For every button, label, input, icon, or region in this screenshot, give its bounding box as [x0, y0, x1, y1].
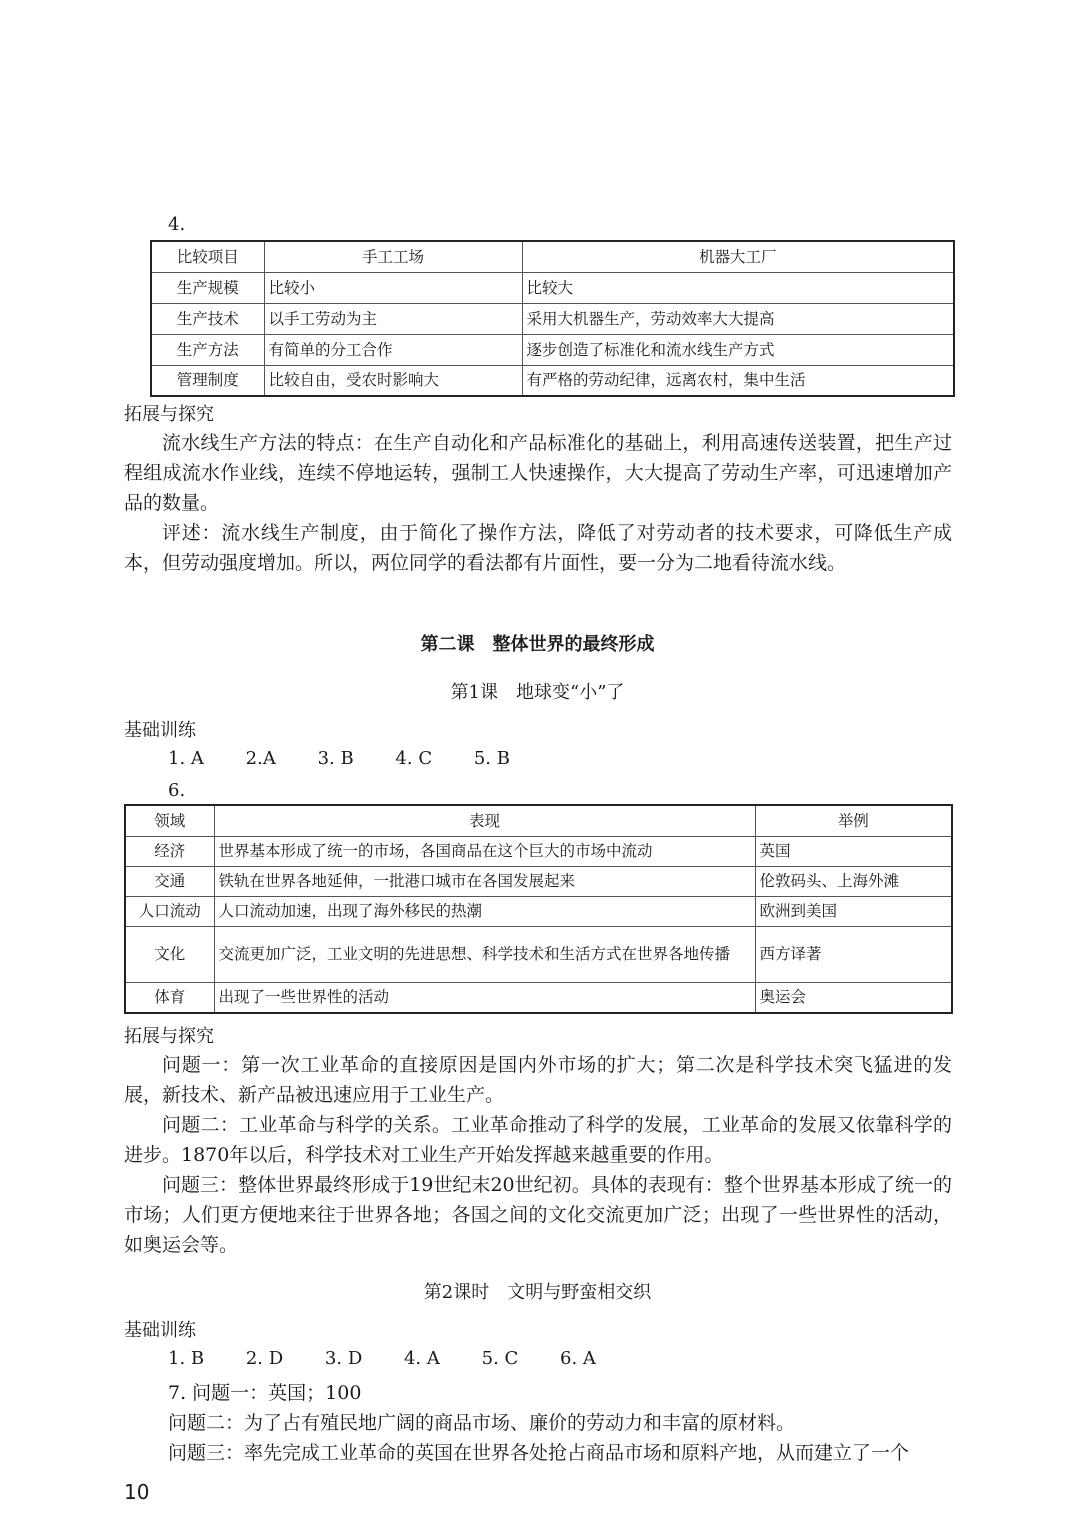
mcq-answer: 6. A — [560, 1348, 596, 1369]
table-row — [151, 272, 954, 303]
mcq-answer: 2. D — [245, 1348, 284, 1369]
table-cell: 经济 — [125, 836, 214, 866]
mcq-answer: 1. B — [168, 1348, 205, 1369]
table-cell: 世界基本形成了统一的市场，各国商品在这个巨大的市场中流动 — [214, 836, 755, 866]
table-cell: 以手工劳动为主 — [264, 303, 522, 334]
mcq-answer: 1. A — [168, 748, 204, 769]
mcq-answer: 4. C — [395, 748, 433, 769]
table-row — [151, 334, 954, 365]
table-header: 表现 — [214, 805, 755, 836]
table-cell: 文化 — [125, 926, 214, 982]
table-row — [151, 365, 954, 396]
table-cell: 出现了一些世界性的活动 — [214, 982, 755, 1013]
mcq-answers — [168, 748, 546, 769]
sub-lesson-title: 第1课 地球变“小”了 — [450, 682, 625, 703]
paragraph: 评述：流水线生产制度，由于简化了操作方法，降低了对劳动者的技术要求，可降低生产成本，但劳动强度增加。所以，两位同学的看法都有片面性，要一分为二地看待流水线。 — [124, 522, 952, 574]
paragraph: 问题二：工业革命与科学的关系。工业革命推动了科学的发展，工业革命的发展又依靠科学的进步。1870年以后，科学技术对工业生产开始发挥越来越重要的作用。 — [124, 1114, 952, 1166]
answer-line: 问题二：为了占有殖民地广阔的商品市场、廉价的劳动力和丰富的原材料。 — [168, 1412, 796, 1434]
explore-section-1 — [124, 428, 952, 578]
table-cell: 奥运会 — [755, 982, 952, 1013]
paragraph: 问题一：第一次工业革命的直接原因是国内外市场的扩大；第二次是科学技术突飞猛进的发展，新技术、新产品被迅速应用于工业生产。 — [124, 1054, 952, 1106]
table-header: 手工工场 — [264, 241, 522, 272]
table-cell: 生产规模 — [151, 272, 264, 303]
table-header: 举例 — [755, 805, 952, 836]
table-cell: 人口流动 — [125, 896, 214, 926]
world-formation-table — [124, 804, 953, 1014]
table-cell: 体育 — [125, 982, 214, 1013]
table-cell: 西方译著 — [755, 926, 952, 982]
table-row — [151, 303, 954, 334]
table-cell: 比较小 — [264, 272, 522, 303]
table-header: 领域 — [125, 805, 214, 836]
table-cell: 人口流动加速，出现了海外移民的热潮 — [214, 896, 755, 926]
table-cell: 伦敦码头、上海外滩 — [755, 866, 952, 896]
table-cell: 比较大 — [522, 272, 954, 303]
explore-heading-2: 拓展与探究 — [124, 1026, 214, 1047]
mcq-answer: 5. C — [481, 1348, 519, 1369]
table-cell: 生产方法 — [151, 334, 264, 365]
table-cell: 有严格的劳动纪律，远离农村，集中生活 — [522, 365, 954, 396]
table-cell: 交流更加广泛，工业文明的先进思想、科学技术和生活方式在世界各地传播 — [214, 926, 755, 982]
comparison-table — [150, 240, 955, 397]
table-cell: 采用大机器生产，劳动效率大大提高 — [522, 303, 954, 334]
table-row — [125, 926, 952, 982]
table-cell: 有简单的分工合作 — [264, 334, 522, 365]
mcq-answer: 3. B — [317, 748, 354, 769]
table-cell: 逐步创造了标准化和流水线生产方式 — [522, 334, 954, 365]
mcq-answer: 4. A — [403, 1348, 440, 1369]
question-4-label: 4. — [168, 214, 186, 235]
table-header: 比较项目 — [151, 241, 264, 272]
table-header: 机器大工厂 — [522, 241, 954, 272]
table-cell: 管理制度 — [151, 365, 264, 396]
page-number: 10 — [124, 1480, 150, 1504]
table-row — [125, 982, 952, 1013]
table-cell: 生产技术 — [151, 303, 264, 334]
question-7 — [168, 1378, 952, 1468]
explore-heading: 拓展与探究 — [124, 404, 214, 425]
basic-training-heading: 基础训练 — [124, 720, 196, 741]
table-row — [125, 836, 952, 866]
paragraph: 流水线生产方法的特点：在生产自动化和产品标准化的基础上，利用高速传送装置，把生产过程组成流水作业线，连续不停地运转，强制工人快速操作，大大提高了劳动生产率，可迅速增加产品的数量。 — [124, 432, 952, 514]
basic-training-heading-2: 基础训练 — [124, 1320, 196, 1341]
table-cell: 欧洲到美国 — [755, 896, 952, 926]
question-6-label: 6. — [168, 780, 186, 801]
mcq-answer: 5. B — [473, 748, 510, 769]
table-cell: 铁轨在世界各地延伸，一批港口城市在各国发展起来 — [214, 866, 755, 896]
mcq-answers-2 — [168, 1348, 632, 1369]
mcq-answer: 2.A — [245, 748, 276, 769]
table-row — [125, 866, 952, 896]
explore-section-2 — [124, 1050, 952, 1260]
table-cell: 英国 — [755, 836, 952, 866]
answer-line: 问题三：率先完成工业革命的英国在世界各处抢占商品市场和原料产地，从而建立了一个 — [168, 1442, 910, 1464]
lesson-title: 第二课 整体世界的最终形成 — [420, 634, 655, 655]
table-row — [125, 896, 952, 926]
table-cell: 交通 — [125, 866, 214, 896]
table-cell: 比较自由，受农时影响大 — [264, 365, 522, 396]
answer-line: 7. 问题一：英国；100 — [168, 1382, 362, 1404]
mcq-answer: 3. D — [324, 1348, 363, 1369]
sub-lesson-title-2: 第2课时 文明与野蛮相交织 — [423, 1282, 652, 1303]
paragraph: 问题三：整体世界最终形成于19世纪末20世纪初。具体的表现有：整个世界基本形成了统一的市场；人们更方便地来往于世界各地；各国之间的文化交流更加广泛；出现了一些世界性的活动，如奥运会等。 — [124, 1174, 952, 1256]
